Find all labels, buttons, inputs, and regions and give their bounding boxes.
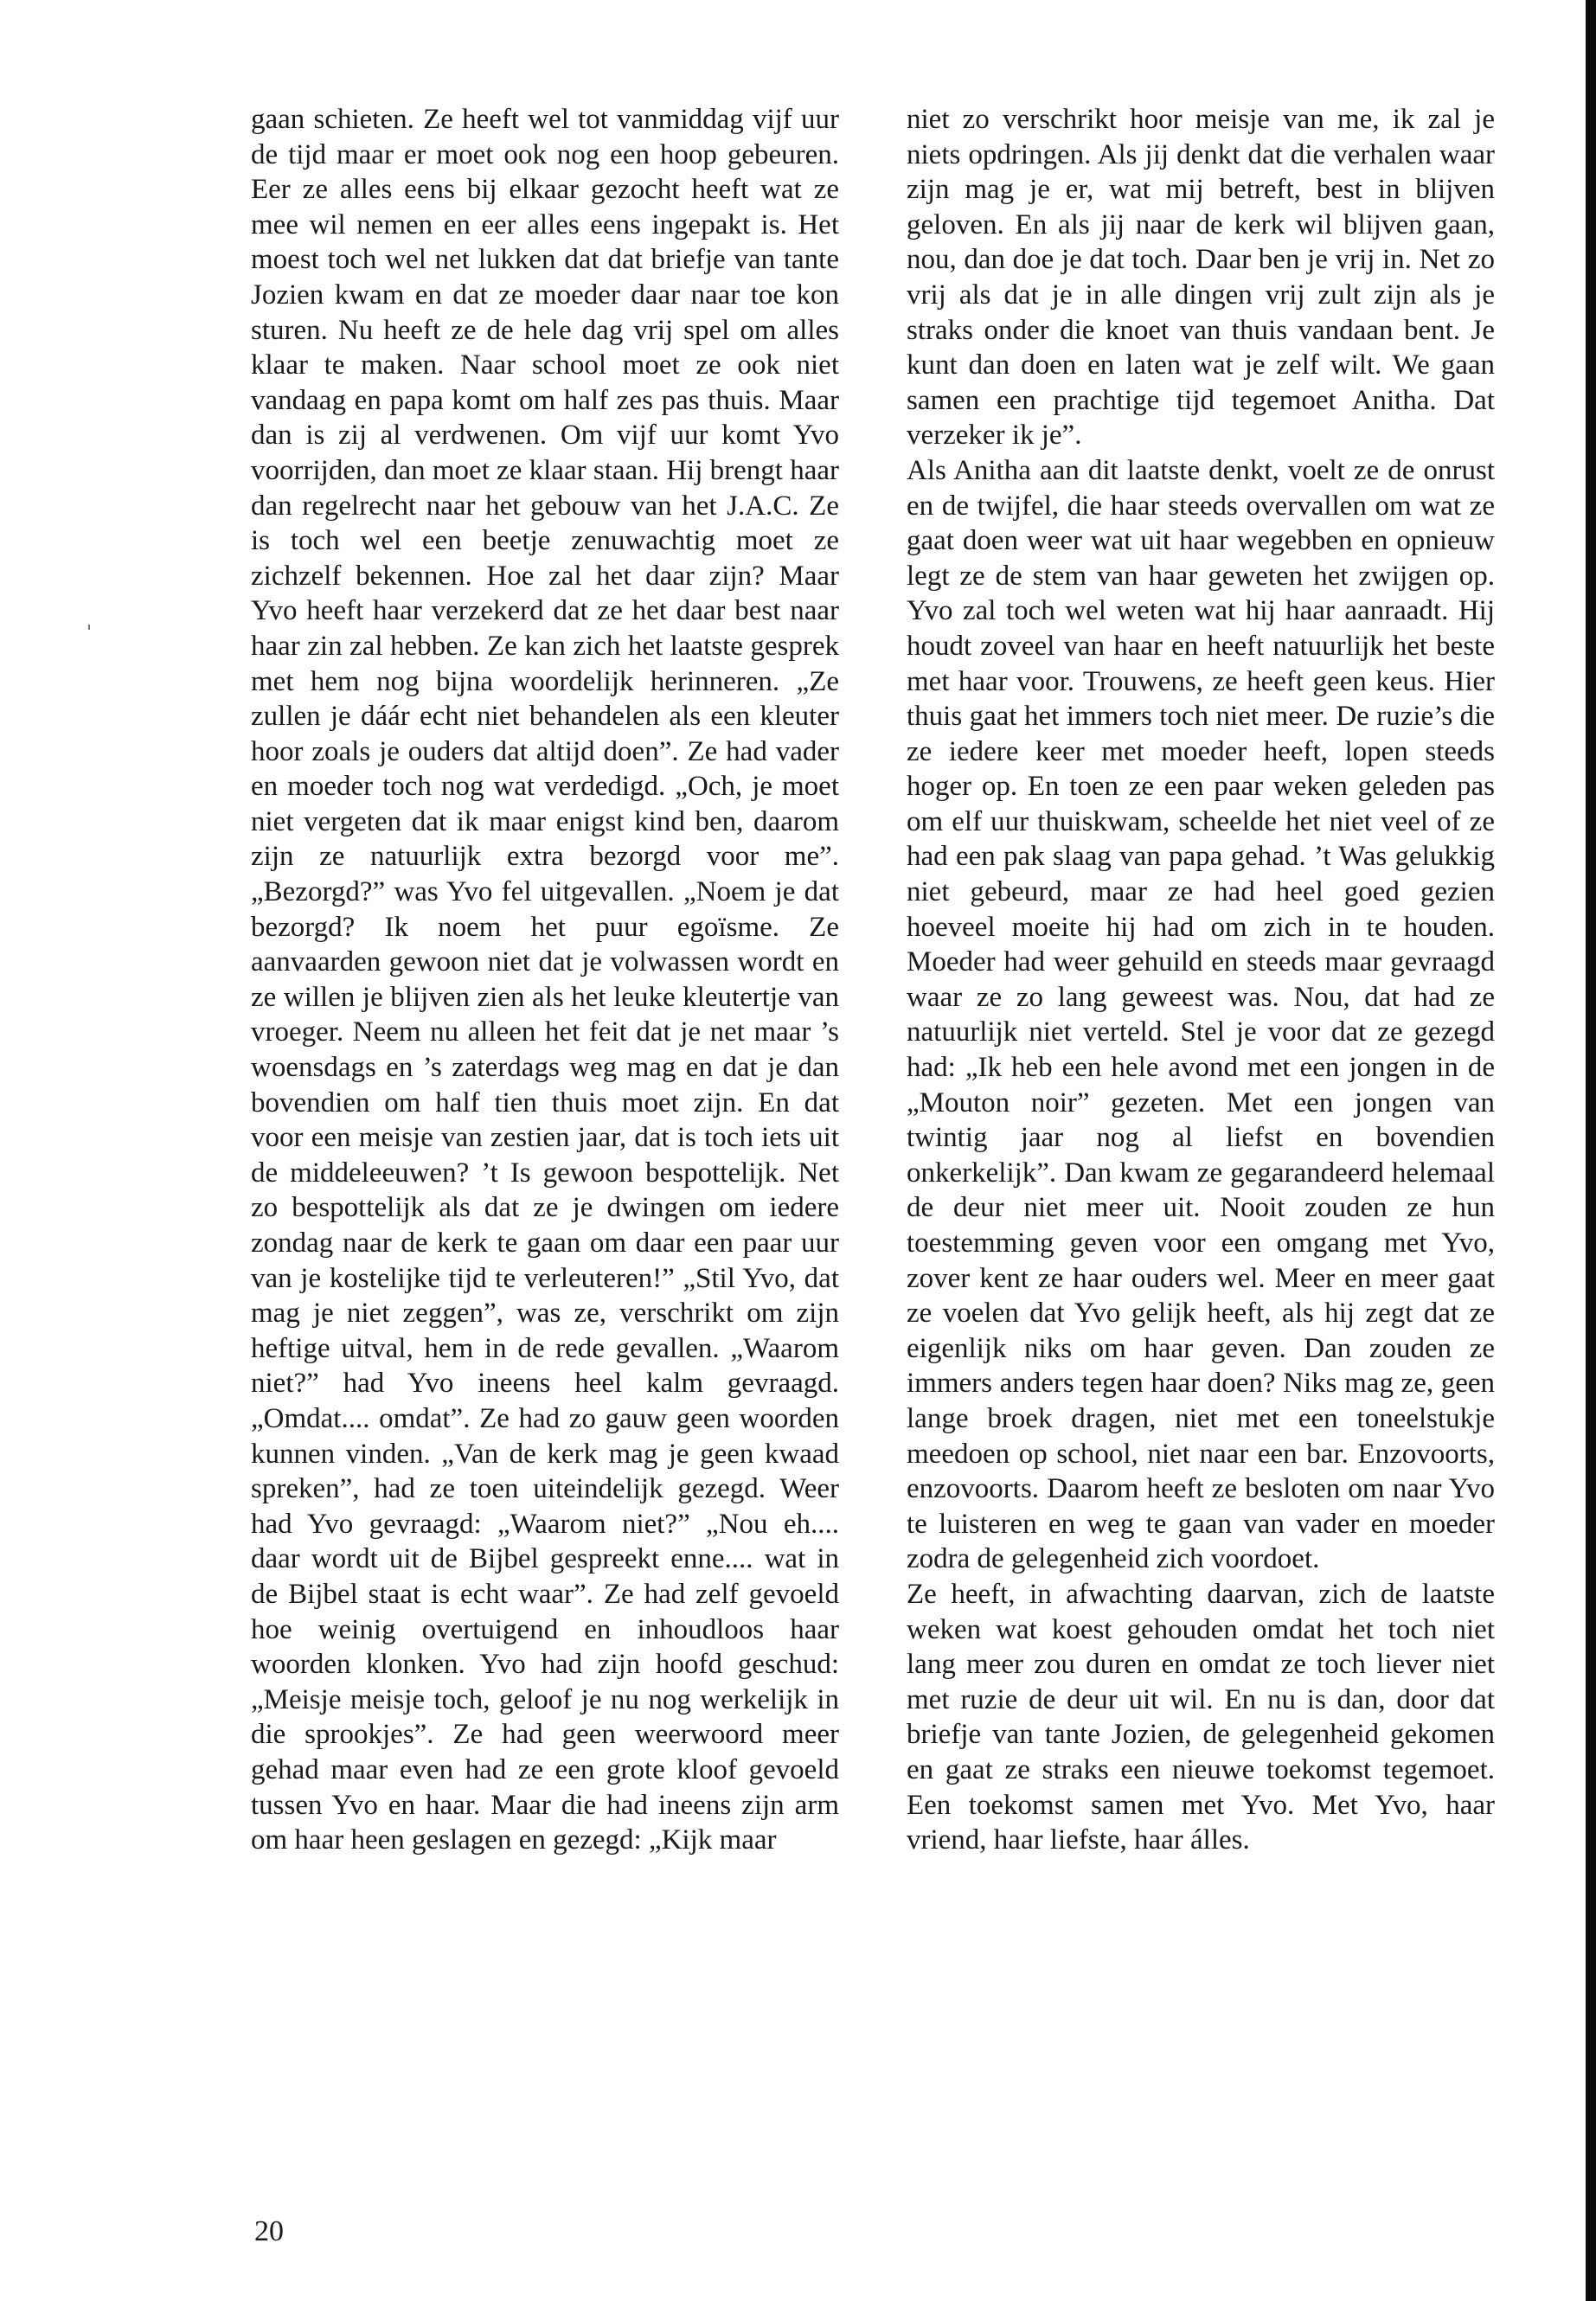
page-number: 20 — [254, 2215, 284, 2247]
scan-edge-bar — [1586, 0, 1596, 2301]
right-text-column — [907, 102, 1495, 1858]
paragraph: gaan schieten. Ze heeft wel tot vanmiddag vijf uur de tijd maar er moet ook nog een hoop gebeuren. Eer ze alles eens bij elkaar gezocht heeft wat ze mee wil nemen en eer alles eens ingepakt is. Het moest toch wel net lukken dat dat briefje van tante Jozien kwam en dat ze moeder daar naar toe kon sturen. Nu heeft ze de hele dag vrij spel om alles klaar te maken. Naar school moet ze ook niet vandaag en papa komt om half zes pas thuis. Maar dan is zij al verdwenen. Om vijf uur komt Yvo voorrijden, dan moet ze klaar staan. Hij brengt haar dan regelrecht naar het gebouw van het J.A.C. Ze is toch wel een beetje zenuwachtig moet ze zichzelf bekennen. Hoe zal het daar zijn? Maar Yvo heeft haar verzekerd dat ze het daar best naar haar zin zal hebben. Ze kan zich het laatste gesprek met hem nog bijna woordelijk herinneren. „Ze zullen je dáár echt niet behandelen als een kleuter hoor zoals je ouders dat altijd doen”. Ze had vader en moeder toch nog wat verdedigd. „Och, je moet niet vergeten dat ik maar enigst kind ben, daarom zijn ze natuurlijk extra bezorgd voor me”. „Bezorgd?” was Yvo fel uitgevallen. „Noem je dat bezorgd? Ik noem het puur egoïsme. Ze aanvaarden gewoon niet dat je volwassen wordt en ze willen je blijven zien als het leuke kleutertje van vroeger. Neem nu alleen het feit dat je net maar ’s woensdags en ’s zaterdags weg mag en dat je dan bovendien om half tien thuis moet zijn. En dat voor een meisje van zestien jaar, dat is toch iets uit de middeleeuwen? ’t Is gewoon bespottelijk. Net zo bespottelijk als dat ze je dwingen om iedere zondag naar de kerk te gaan om daar een paar uur van je kostelijke tijd te verleuteren!” „Stil Yvo, dat mag je niet zeggen”, was ze, verschrikt om zijn heftige uitval, hem in de rede gevallen. „Waarom niet?” had Yvo ineens heel kalm gevraagd. „Omdat.... omdat”. Ze had zo gauw geen woorden kunnen vinden. „Van de kerk mag je geen kwaad spreken”, had ze toen uiteindelijk gezegd. Weer had Yvo gevraagd: „Waarom niet?” „Nou eh.... daar wordt uit de Bijbel gespreekt enne.... wat in de Bijbel staat is echt waar”. Ze had zelf gevoeld hoe weinig overtuigend en inhoudloos haar woorden klonken. Yvo had zijn hoofd geschud: „Meisje meisje toch, geloof je nu nog werkelijk in die sprookjes”. Ze had geen weerwoord meer gehad maar even had ze een grote kloof gevoeld tussen Yvo en haar. Maar die had ineens zijn arm om haar heen geslagen en gezegd: „Kijk maar — [251, 104, 839, 1856]
paragraph: Ze heeft, in afwachting daarvan, zich de laatste weken wat koest gehouden omdat het toch niet lang meer zou duren en omdat ze toch liever niet met ruzie de deur uit wil. En nu is dan, door dat briefje van tante Jozien, de gelegenheid gekomen en gaat ze straks een nieuwe toekomst tegemoet. Een toekomst samen met Yvo. Met Yvo, haar vriend, haar liefste, haar álles. — [907, 1578, 1495, 1856]
scan-speck — [88, 625, 90, 630]
paragraph: Als Anitha aan dit laatste denkt, voelt ze de onrust en de twijfel, die haar steeds overvallen om wat ze gaat doen weer wat uit haar wegebben en opnieuw legt ze de stem van haar geweten het zwijgen op. Yvo zal toch wel weten wat hij haar aanraadt. Hij houdt zoveel van haar en heeft natuurlijk het beste met haar voor. Trouwens, ze heeft geen keus. Hier thuis gaat het immers toch niet meer. De ruzie’s die ze iedere keer met moeder heeft, lopen steeds hoger op. En toen ze een paar weken geleden pas om elf uur thuiskwam, scheelde het niet veel of ze had een pak slaag van papa gehad. ’t Was gelukkig niet gebeurd, maar ze had heel goed gezien hoeveel moeite hij had om zich in te houden. Moeder had weer gehuild en steeds maar gevraagd waar ze zo lang geweest was. Nou, dat had ze natuurlijk niet verteld. Stel je voor dat ze gezegd had: „Ik heb een hele avond met een jongen in de „Mouton noir” gezeten. Met een jongen van twintig jaar nog al liefst en bovendien onkerkelijk”. Dan kwam ze gegarandeerd helemaal de deur niet meer uit. Nooit zouden ze hun toestemming geven voor een omgang met Yvo, zover kent ze haar ouders wel. Meer en meer gaat ze voelen dat Yvo gelijk heeft, als hij zegt dat ze eigenlijk niks om haar geven. Dan zouden ze immers anders tegen haar doen? Niks mag ze, geen lange broek dragen, niet met een toneelstukje meedoen op school, niet naar een bar. Enzovoorts, enzovoorts. Daarom heeft ze besloten om naar Yvo te luisteren en weg te gaan van vader en moeder zodra de gelegenheid zich voordoet. — [907, 454, 1495, 1575]
left-text-column — [251, 102, 839, 1858]
paragraph: niet zo verschrikt hoor meisje van me, ik zal je niets opdringen. Als jij denkt dat die verhalen waar zijn mag je er, wat mij betreft, best in blijven geloven. En als jij naar de kerk wil blijven gaan, nou, dan doe je dat toch. Daar ben je vrij in. Net zo vrij als dat je in alle dingen vrij zult zijn als je straks onder die knoet van thuis vandaan bent. Je kunt dan doen en laten wat je zelf wilt. We gaan samen een prachtige tijd tegemoet Anitha. Dat verzeker ik je”. — [907, 104, 1495, 452]
